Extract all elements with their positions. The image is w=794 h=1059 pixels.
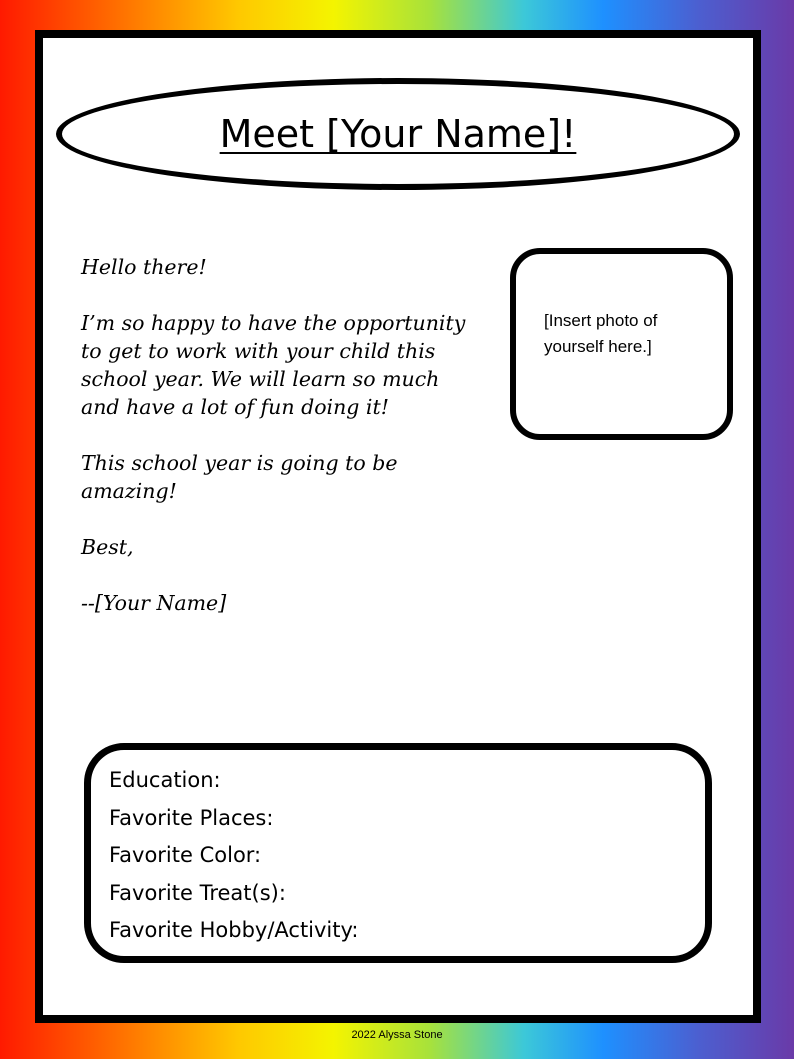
- letter-signature: --[Your Name]: [81, 591, 227, 615]
- letter-greeting: Hello there!: [81, 255, 207, 279]
- photo-placeholder: [510, 248, 733, 440]
- info-favorite-color: Favorite Color:: [109, 843, 262, 867]
- welcome-letter: [81, 253, 481, 617]
- letter-paragraph-2: This school year is going to be amazing!: [81, 451, 398, 503]
- info-favorite-treats: Favorite Treat(s):: [109, 880, 286, 905]
- page-title: Meet [Your Name]!: [219, 112, 577, 156]
- copyright-footer: 2022 Alyssa Stone: [351, 1029, 443, 1041]
- letter-paragraph-1: I’m so happy to have the opportunity to get to work with your child this school year. We will learn so much and have a lot of fun doing it!: [81, 311, 466, 419]
- about-me-box: [84, 743, 712, 963]
- photo-placeholder-text: [Insert photo of yourself here.]: [544, 311, 658, 356]
- title-oval: [56, 78, 740, 190]
- info-favorite-places: Favorite Places:: [109, 805, 274, 830]
- flyer-page: [35, 30, 761, 1023]
- info-favorite-hobby: Favorite Hobby/Activity:: [109, 918, 359, 942]
- letter-closing: Best,: [81, 535, 134, 559]
- info-education: Education:: [109, 768, 221, 792]
